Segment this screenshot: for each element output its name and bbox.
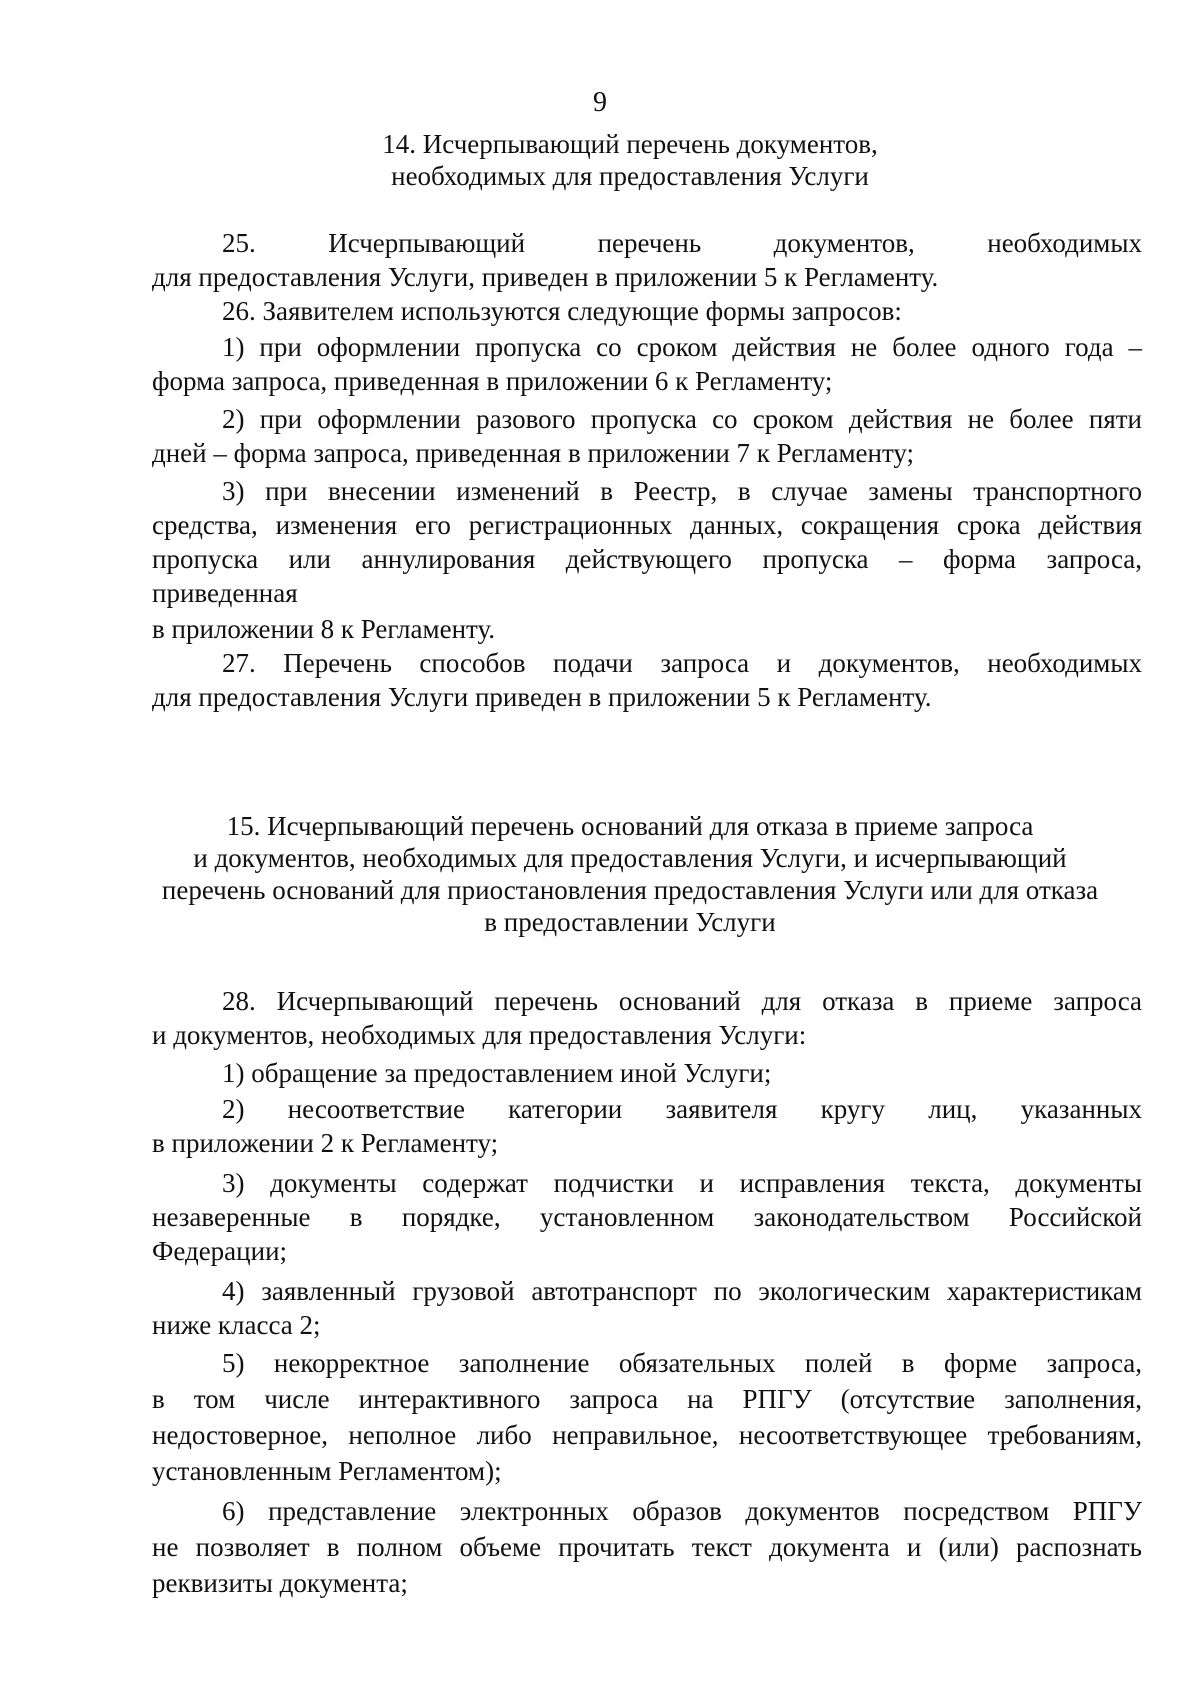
- item-26-3-line-2: средства, изменения его регистрационных данных, сокращения срока действия: [152, 510, 1142, 540]
- item-28-6-line-3: реквизиты документа;: [152, 1568, 408, 1598]
- page-number: 9: [593, 87, 607, 118]
- item-28-2-line-2: в приложении 2 к Регламенту;: [152, 1128, 499, 1158]
- item-26-3-line-5: в приложении 8 к Регламенту.: [152, 614, 496, 644]
- item-28-6-line-2: не позволяет в полном объеме прочитать текст документа и (или) распознать: [152, 1532, 1142, 1562]
- paragraph-27-line-2: для предоставления Услуги приведен в приложении 5 к Регламенту.: [152, 682, 932, 712]
- item-28-4-line-2: ниже класса 2;: [152, 1310, 321, 1340]
- item-26-1-line-1: 1) при оформлении пропуска со сроком действия не более одного года –: [222, 332, 1142, 362]
- item-26-2-line-1: 2) при оформлении разового пропуска со сроком действия не более пяти: [222, 404, 1142, 434]
- item-28-1-line-1: 1) обращение за предоставлением иной Услуги;: [222, 1058, 772, 1088]
- item-28-5-line-4: установленным Регламентом);: [152, 1456, 502, 1486]
- section-14-heading: [130, 128, 1130, 192]
- paragraph-28-line-1: 28. Исчерпывающий перечень оснований для отказа в приеме запроса: [222, 986, 1142, 1016]
- item-26-3-line-3: пропуска или аннулирования действующего пропуска – форма запроса,: [152, 544, 1142, 574]
- item-28-3-line-2: незаверенные в порядке, установленном законодательством Российской: [152, 1202, 1142, 1232]
- section-15-heading: [130, 810, 1130, 938]
- item-28-3-line-1: 3) документы содержат подчистки и исправления текста, документы: [222, 1168, 1142, 1198]
- paragraph-25-line-1: 25. Исчерпывающий перечень документов, необходимых: [222, 228, 1142, 258]
- heading-line: 14. Исчерпывающий перечень документов,: [382, 129, 878, 159]
- item-26-3-line-4: приведенная: [152, 578, 298, 608]
- paragraph-27-line-1: 27. Перечень способов подачи запроса и документов, необходимых: [222, 648, 1142, 678]
- heading-line: 15. Исчерпывающий перечень оснований для отказа в приеме запроса: [226, 811, 1034, 841]
- item-28-5-line-2: в том числе интерактивного запроса на РПГУ (отсутствие заполнения,: [152, 1384, 1142, 1414]
- item-28-4-line-1: 4) заявленный грузовой автотранспорт по экологическим характеристикам: [222, 1276, 1142, 1306]
- heading-line: и документов, необходимых для предоставления Услуги, и исчерпывающий: [193, 843, 1067, 873]
- paragraph-28-line-2: и документов, необходимых для предоставления Услуги:: [152, 1020, 807, 1050]
- paragraph-26-line-1: 26. Заявителем используются следующие формы запросов:: [222, 296, 902, 326]
- item-28-3-line-3: Федерации;: [152, 1236, 288, 1266]
- item-26-2-line-2: дней – форма запроса, приведенная в приложении 7 к Регламенту;: [152, 438, 915, 468]
- item-26-3-line-1: 3) при внесении изменений в Реестр, в случае замены транспортного: [222, 476, 1142, 506]
- item-28-2-line-1: 2) несоответствие категории заявителя кругу лиц, указанных: [222, 1094, 1142, 1124]
- item-28-6-line-1: 6) представление электронных образов документов посредством РПГУ: [222, 1496, 1142, 1526]
- item-28-5-line-3: недостоверное, неполное либо неправильное, несоответствующее требованиям,: [152, 1420, 1142, 1450]
- item-28-5-line-1: 5) некорректное заполнение обязательных полей в форме запроса,: [222, 1348, 1142, 1378]
- heading-line: в предоставлении Услуги: [484, 907, 776, 937]
- heading-line: перечень оснований для приостановления предоставления Услуги или для отказа: [161, 875, 1099, 905]
- paragraph-25-line-2: для предоставления Услуги, приведен в приложении 5 к Регламенту.: [152, 262, 939, 292]
- item-26-1-line-2: форма запроса, приведенная в приложении 6 к Регламенту;: [152, 366, 833, 396]
- heading-line: необходимых для предоставления Услуги: [391, 161, 869, 191]
